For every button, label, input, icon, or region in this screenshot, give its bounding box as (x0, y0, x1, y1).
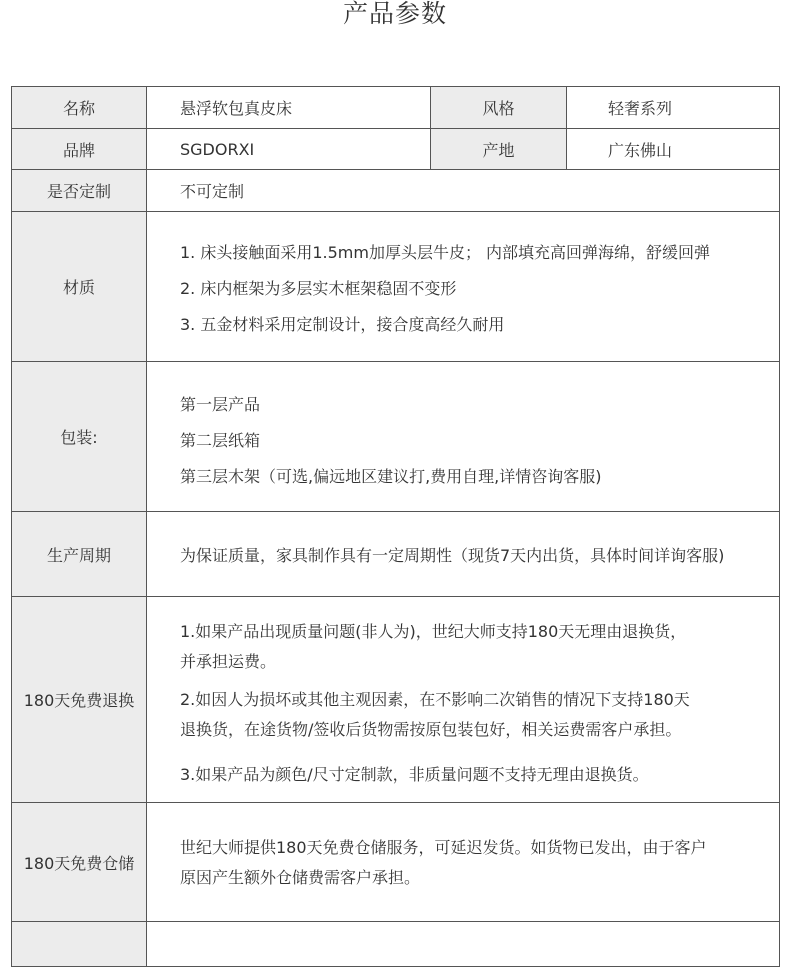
brand-value: SGDORXI (147, 129, 431, 170)
origin-label: 产地 (431, 129, 567, 170)
packing-line-3: 第三层木架（可选,偏远地区建议打,费用自理,详情咨询客服) (180, 467, 602, 486)
return-line-1: 1.如果产品出现质量问题(非人为)，世纪大师支持180天无理由退换货， (180, 622, 687, 641)
material-line-3: 3. 五金材料采用定制设计，接合度高经久耐用 (180, 315, 505, 334)
parameter-table (11, 86, 780, 967)
packing-line-2: 第二层纸箱 (180, 431, 261, 450)
packing-label: 包装: (12, 362, 147, 512)
packing-value (147, 362, 780, 512)
custom-value: 不可定制 (147, 170, 780, 212)
storage-line-1: 世纪大师提供180天免费仓储服务，可延迟发货。如货物已发出，由于客户 (180, 838, 707, 857)
storage-label: 180天免费仓储 (12, 803, 147, 922)
name-label: 名称 (12, 87, 147, 129)
origin-value: 广东佛山 (567, 129, 780, 170)
return-line-4: 退换货，在途货物/签收后货物需按原包装包好，相关运费需客户承担。 (180, 720, 682, 739)
return-line-2: 并承担运费。 (180, 652, 277, 671)
next-row-label (12, 922, 147, 967)
storage-line-2: 原因产生额外仓储费需客户承担。 (180, 868, 421, 887)
material-line-2: 2. 床内框架为多层实木框架稳固不变形 (180, 279, 457, 298)
return-label: 180天免费退换 (12, 597, 147, 803)
material-label: 材质 (12, 212, 147, 362)
return-line-5: 3.如果产品为颜色/尺寸定制款，非质量问题不支持无理由退换货。 (180, 765, 649, 784)
style-label: 风格 (431, 87, 567, 129)
name-value: 悬浮软包真皮床 (147, 87, 431, 129)
cycle-value: 为保证质量，家具制作具有一定周期性（现货7天内出货，具体时间详询客服) (147, 512, 780, 597)
next-row-value (147, 922, 780, 967)
brand-label: 品牌 (12, 129, 147, 170)
style-value: 轻奢系列 (567, 87, 780, 129)
packing-line-1: 第一层产品 (180, 395, 261, 414)
material-value (147, 212, 780, 362)
return-line-3: 2.如因人为损坏或其他主观因素，在不影响二次销售的情况下支持180天 (180, 690, 690, 709)
page-title: 产品参数 (342, 0, 447, 28)
cycle-label: 生产周期 (12, 512, 147, 597)
return-value (147, 597, 780, 803)
material-line-1: 1. 床头接触面采用1.5mm加厚头层牛皮； 内部填充高回弹海绵，舒缓回弹 (180, 243, 711, 262)
custom-label: 是否定制 (12, 170, 147, 212)
storage-value (147, 803, 780, 922)
